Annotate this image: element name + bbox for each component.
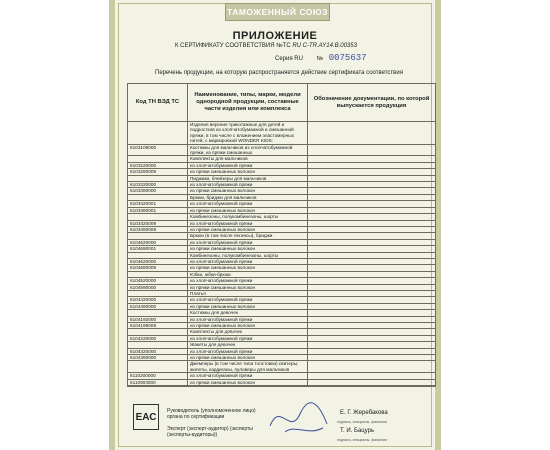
product-name-cell: Брюки, бриджи для мальчиков: [188, 194, 308, 200]
header-code: Код ТН ВЭД ТС: [128, 84, 188, 122]
product-name-cell: Костюмы для девочек: [188, 310, 308, 316]
hs-code-cell: 6104220000: [128, 335, 188, 341]
product-name-cell: из хлопчатобумажной пряжи: [188, 162, 308, 168]
hs-code-cell: 6103109000: [128, 144, 188, 156]
table-row: [128, 386, 436, 387]
product-name-cell: из хлопчатобумажной пряжи: [188, 348, 308, 354]
product-name-cell: Костюмы для мальчиков из хлопчатобумажной пряжи, из пряжи смешанных: [188, 144, 308, 156]
hs-code-cell: 6103420001: [128, 201, 188, 207]
hs-code-cell: 6104620000: [128, 258, 188, 264]
hs-code-cell: 6110903000: [128, 379, 188, 385]
header-name: Наименование, типы, марки, модели однородной продукции, составные части изделия или комплекса: [188, 84, 308, 122]
documentation-cell: [308, 361, 436, 373]
eac-logo: [133, 404, 159, 430]
product-name-cell: из пряжи смешанных волокон: [188, 323, 308, 329]
hs-code-cell: [128, 122, 188, 145]
certificate-number: RU C-TR.AY14.B.00353: [292, 43, 357, 49]
product-name-cell: из пряжи смешанных волокон: [188, 379, 308, 385]
header-doc: Обозначение документации, по которой выпускается продукция: [308, 84, 436, 122]
hs-code-cell: 6103220000: [128, 162, 188, 168]
product-name-cell: из хлопчатобумажной пряжи: [188, 220, 308, 226]
table-row: [128, 361, 436, 373]
hs-code-cell: 6104690009: [128, 265, 188, 271]
hs-code-cell: 6104490000: [128, 303, 188, 309]
product-name-cell: из пряжи смешанных волокон: [188, 169, 308, 175]
product-name-cell: из хлопчатобумажной пряжи: [188, 316, 308, 322]
series-line: [275, 53, 425, 63]
product-name-cell: из хлопчатобумажной пряжи: [188, 335, 308, 341]
product-table: [127, 83, 436, 387]
page-title: ПРИЛОЖЕНИЕ: [232, 30, 318, 42]
hs-code-cell: 6103490001: [128, 207, 188, 213]
product-name-cell: из пряжи смешанных волокон: [188, 265, 308, 271]
certificate-sheet: [109, 0, 441, 450]
hs-code-cell: 6103490009: [128, 226, 188, 232]
hs-code-cell: 6104199009: [128, 323, 188, 329]
hs-code-cell: 6104590000: [128, 284, 188, 290]
eac-logo-text: ЕАС: [135, 411, 157, 423]
product-name-cell: из пряжи смешанных волокон: [188, 355, 308, 361]
product-name-cell: Джемперы (в том числе типа толстовки) свитеры, жилеты, кардиганы, пуловеры для мальчиков: [188, 361, 308, 373]
product-name-cell: Изделия верхние трикотажные для детей и подростков из хлопчатобумажной и смешанной пряжи, в том числе с вложением эластомерных нитей, с маркировкой WONDER KIDS:: [188, 122, 308, 145]
series-number: 0075637: [328, 53, 367, 63]
product-name-cell: Жакеты для девочек: [188, 342, 308, 348]
product-name-cell: из хлопчатобумажной пряжи: [188, 182, 308, 188]
hs-code-cell: 6104690001: [128, 246, 188, 252]
hs-code-cell: 6103390000: [128, 188, 188, 194]
product-name-cell: из пряжи смешанных волокон: [188, 207, 308, 213]
hs-code-cell: 6104192000: [128, 316, 188, 322]
documentation-cell: [308, 386, 436, 387]
product-name-cell: из пряжи смешанных волокон: [188, 246, 308, 252]
product-name-cell: из хлопчатобумажной пряжи: [188, 278, 308, 284]
product-name-cell: Пиджаки, блейзеры для мальчиков: [188, 175, 308, 181]
signatory-name-2: Т. И. Бацурь: [340, 428, 375, 434]
table-row: [128, 122, 436, 145]
product-name-cell: из хлопчатобумажной пряжи: [188, 258, 308, 264]
signatory-role-1: Руководитель (уполномоченное лицо) органа по сертификации: [167, 408, 256, 420]
hs-code-cell: 6103320000: [128, 182, 188, 188]
hs-code-cell: 6103420009: [128, 220, 188, 226]
documentation-cell: [308, 122, 436, 145]
table-row: [128, 144, 436, 156]
product-name-cell: Юбки, юбки-брюки: [188, 271, 308, 277]
series-label: Серия RU: [275, 56, 303, 62]
customs-union-banner: ТАМОЖЕННЫЙ СОЮЗ: [225, 3, 330, 21]
signature-caption-1: подпись, инициалы, фамилия: [337, 420, 387, 424]
product-name-cell: из хлопчатобумажной пряжи: [188, 297, 308, 303]
product-name-cell: Комплекты для мальчиков: [188, 156, 308, 162]
product-name-cell: Комбинезоны, полукомбинезоны, шорты: [188, 252, 308, 258]
documentation-cell: [308, 144, 436, 156]
signatory-role-2: Эксперт (эксперт-аудитор) (эксперты (эксперты-аудиторы)): [167, 426, 253, 438]
hs-code-cell: 6104620000: [128, 239, 188, 245]
hs-code-cell: [128, 361, 188, 373]
product-name-cell: Платья: [188, 290, 308, 296]
product-name-cell: из пряжи смешанных волокон: [188, 226, 308, 232]
hs-code-cell: 6103290009: [128, 169, 188, 175]
hs-code-cell: 6104520000: [128, 278, 188, 284]
hs-code-cell: [128, 386, 188, 387]
series-num-label: №: [316, 56, 324, 62]
product-name-cell: из пряжи смешанных волокон: [188, 188, 308, 194]
product-name-cell: из пряжи смешанных волокон: [188, 284, 308, 290]
certificate-prefix: К СЕРТИФИКАТУ СООТВЕТСТВИЯ №ТС: [175, 43, 291, 49]
signature-caption-2: подпись, инициалы, фамилия: [337, 438, 387, 442]
product-name-cell: Комплекты для девочек: [188, 329, 308, 335]
product-name-cell: из пряжи смешанных волокон: [188, 303, 308, 309]
signatory-name-1: Е. Г. Жеребакова: [340, 410, 388, 416]
product-name-cell: Комбинезоны, полукомбинезоны, шорты: [188, 214, 308, 220]
product-name-cell: из хлопчатобумажной пряжи: [188, 239, 308, 245]
table-header-row: [128, 84, 436, 122]
product-name-cell: [188, 386, 308, 387]
list-caption: Перечень продукции, на которую распространяется действие сертификата соответствия: [155, 70, 403, 76]
hs-code-cell: 6110200000: [128, 373, 188, 379]
hs-code-cell: 6104390000: [128, 355, 188, 361]
product-name-cell: Брюки (в том числе легинсы), бриджи: [188, 233, 308, 239]
hs-code-cell: 6104420000: [128, 297, 188, 303]
product-name-cell: из хлопчатобумажной пряжи: [188, 201, 308, 207]
product-name-cell: из хлопчатобумажной пряжи: [188, 373, 308, 379]
certificate-line: [175, 43, 395, 49]
hs-code-cell: 6104320000: [128, 348, 188, 354]
signature-scribble: [265, 396, 335, 440]
